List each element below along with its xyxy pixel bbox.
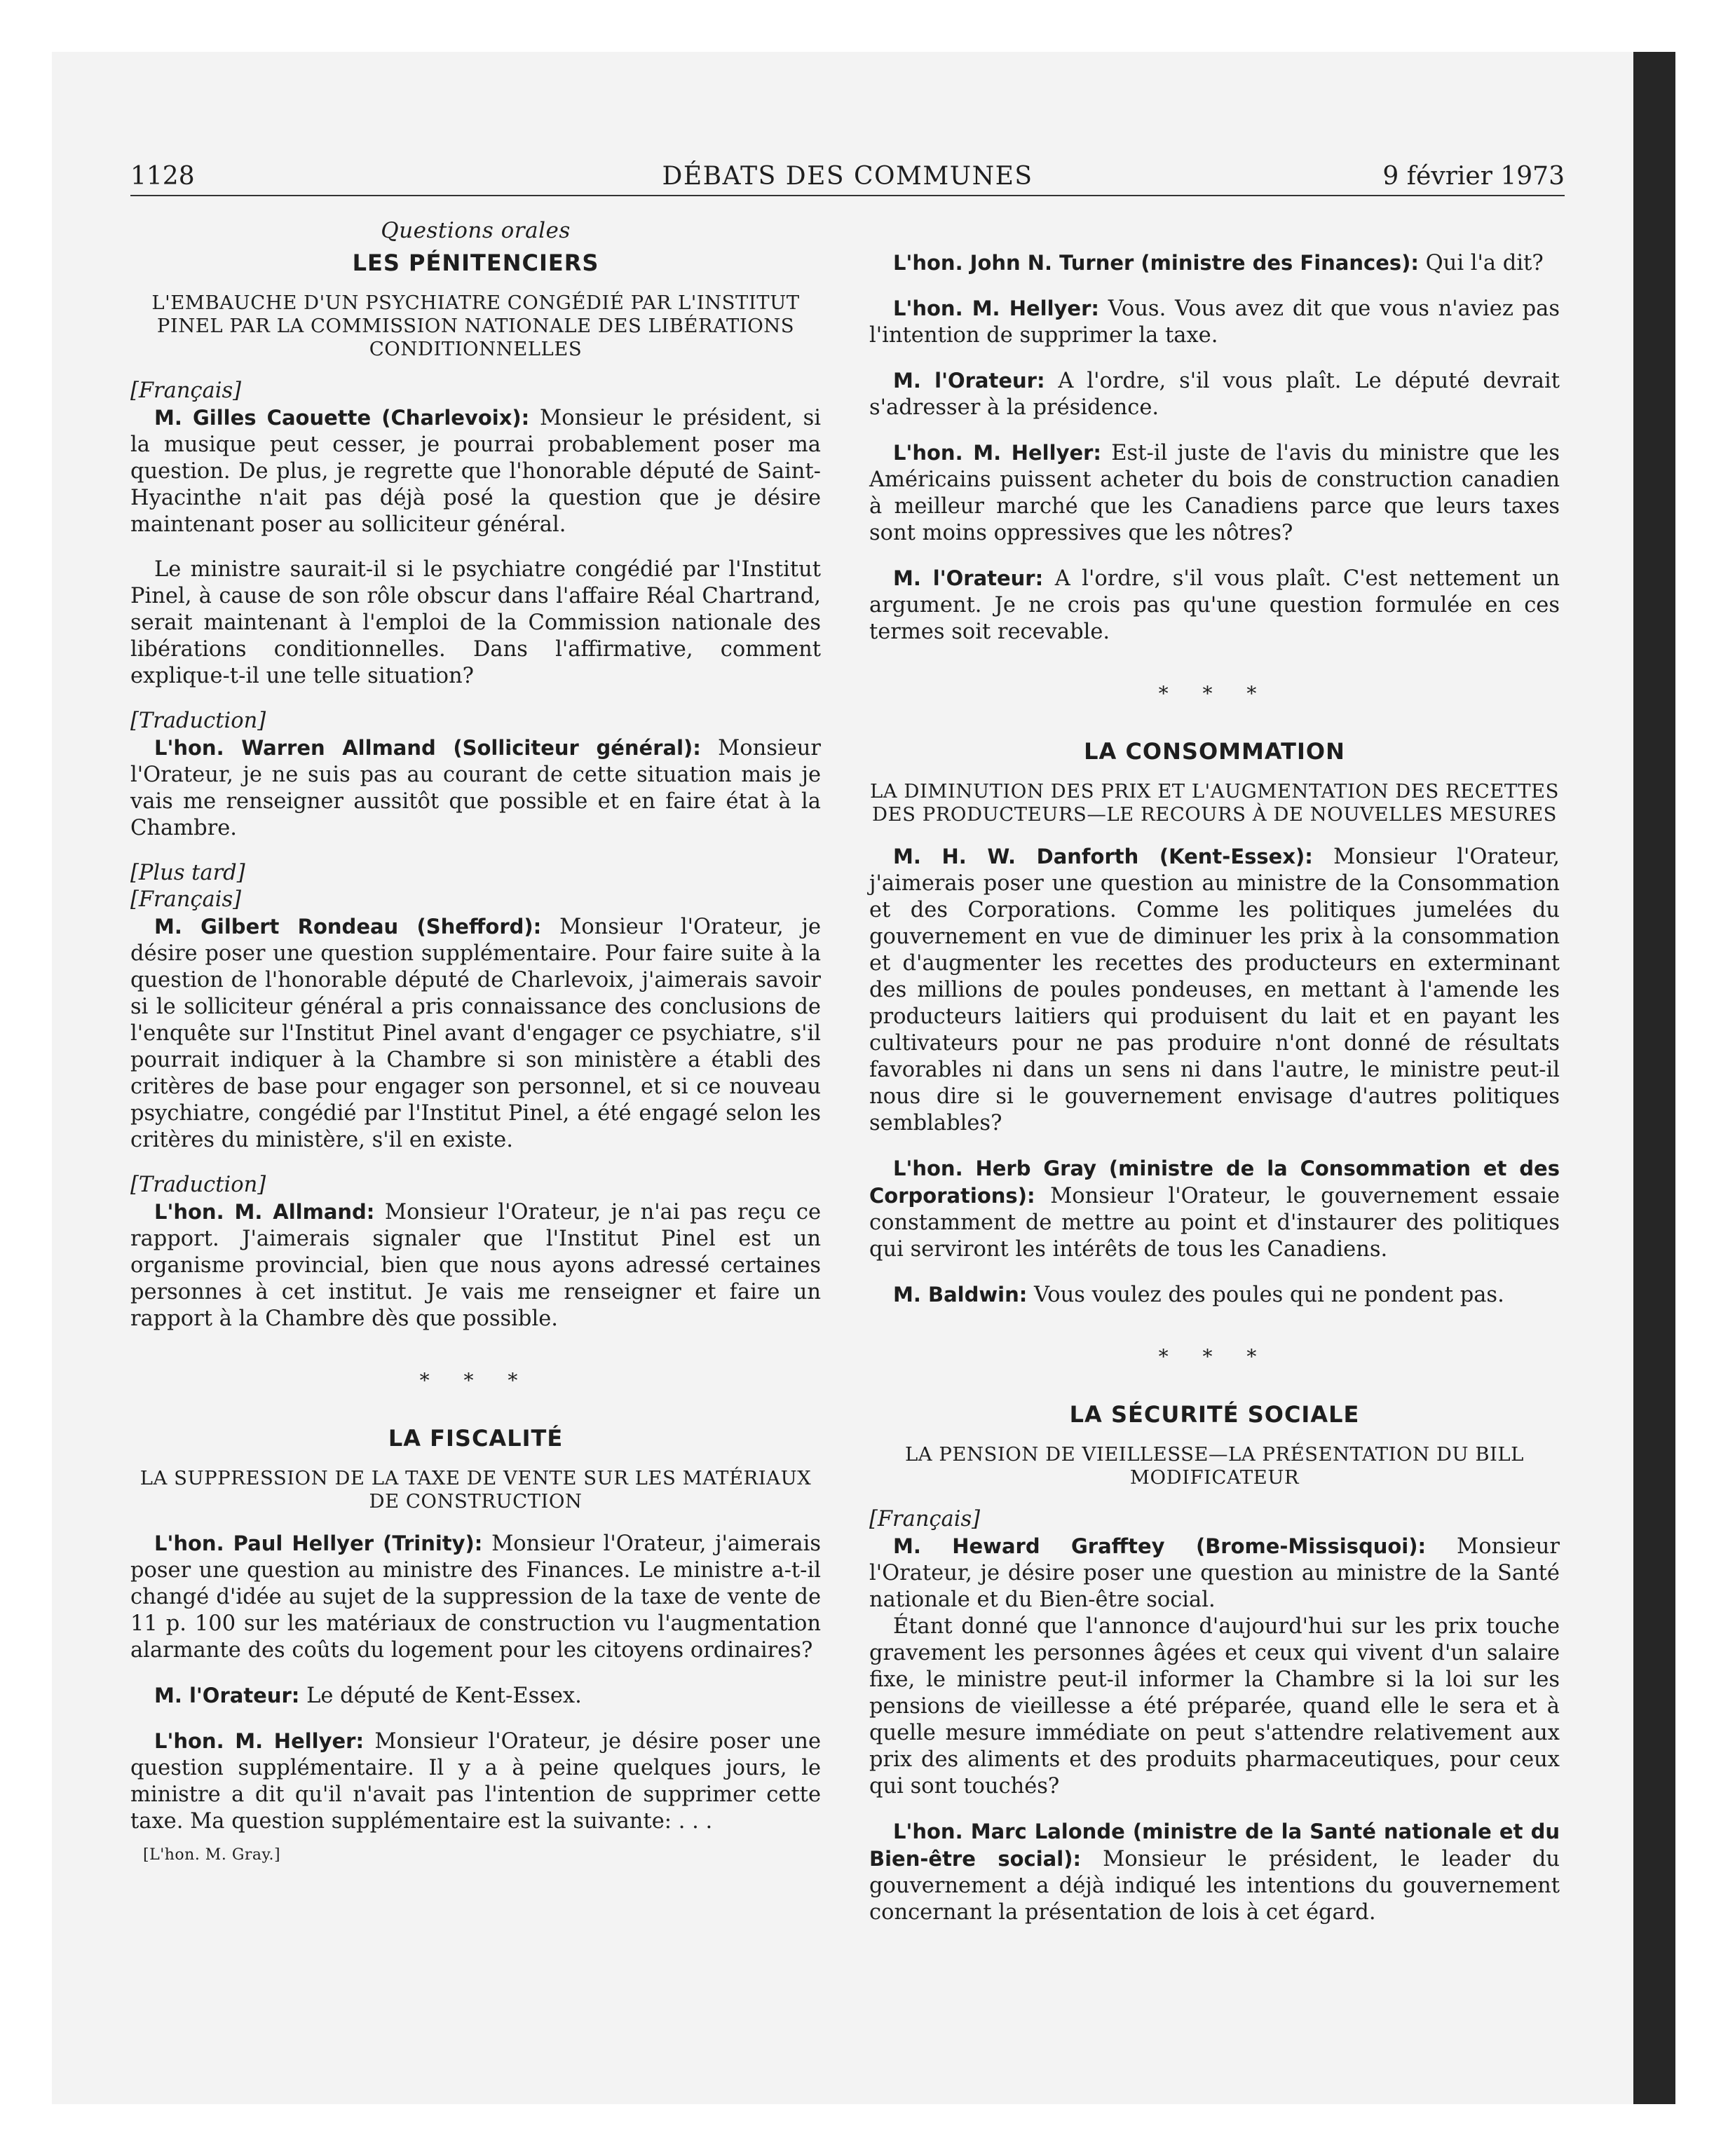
speaker-name: L'hon. M. Hellyer: <box>893 441 1102 465</box>
speech-gray <box>869 1155 1560 1263</box>
speech-text: Monsieur l'Orateur, je n'ai pas reçu ce rapport. J'aimerais signaler que l'Institut Pinel est un organisme provincial, bien que nous ayons adressé certaines personnes à cet institut. Je vais me renseigner et faire un rapport à la Chambre dès que possible. <box>130 1200 821 1331</box>
right-column <box>869 250 1560 1944</box>
speech-text: Monsieur le président, si la musique peut cesser, je pourrai probablement poser ma question. De plus, je regrette que l'honorable député de Saint-Hyacinthe n'ait pas déjà posé la question que je désire maintenant poser au solliciteur général. <box>130 406 822 537</box>
speech-orateur <box>130 1682 821 1710</box>
speaker-name: L'hon. John N. Turner (ministre des Finances): <box>893 251 1419 275</box>
section-title-securite-sociale: LA SÉCURITÉ SOCIALE <box>1069 1401 1360 1428</box>
speech-text: Monsieur l'Orateur, je désire poser une question au ministre de la Santé nationale et du Bien-être social. <box>869 1534 1560 1612</box>
speaker-name: M. l'Orateur: <box>154 1684 300 1707</box>
speech-caouette-continued: Le ministre saurait-il si le psychiatre congédié par l'Institut Pinel, à cause de son rôle obscur dans l'affaire Réal Chartrand, serait maintenant à l'emploi de la Commission nationale des libérations conditionnelles. Dans l'affirmative, comment explique-t-il une telle situation? <box>130 557 821 688</box>
speaker-name: L'hon. Herb Gray (ministre de la Consommation et des Corporations): <box>869 1157 1560 1208</box>
language-tag: [Français] <box>869 1507 981 1531</box>
speaker-name: M. Gilles Caouette (Charlevoix): <box>154 406 530 430</box>
speaker-name: L'hon. M. Hellyer: <box>154 1729 365 1753</box>
speech-text: Monsieur l'Orateur, le gouvernement essaie constamment de mettre au point et d'instaurer des politiques qui serviront les intérêts de tous les Canadiens. <box>869 1184 1560 1262</box>
speech-caouette <box>130 404 821 538</box>
speaker-name: L'hon. Marc Lalonde (ministre de la Santé nationale et du Bien-être social): <box>869 1820 1560 1871</box>
speech-text: Qui l'a dit? <box>1418 251 1544 275</box>
speaker-name: M. Heward Grafftey (Brome-Missisquoi): <box>893 1534 1427 1558</box>
issue-date: 9 février 1973 <box>1382 162 1565 191</box>
speech-text: Vous. Vous avez dit que vous n'aviez pas l'intention de supprimer la taxe. <box>869 296 1560 348</box>
section-separator: * * * <box>1158 682 1271 705</box>
section-subtitle-pension: LA PENSION DE VIEILLESSE—LA PRÉSENTATION DU BILL MODIFICATEUR <box>905 1443 1524 1489</box>
section-title-consommation: LA CONSOMMATION <box>1084 738 1345 765</box>
speech-text: Monsieur l'Orateur, j'aimerais poser une question au ministre de la Consommation et des Corporations. Comme les politiques jumelées du gouvernement en vue de diminuer les prix à la consommation et d'augmenter les recettes des producteurs en exterminant des millions de poules pondeuses, en mettant à l'amende les producteurs laitiers qui produisent du lait et en payant les cultivateurs pour ne pas produire n'ont donné de résultats favorables ni dans un sens ni dans l'autre, le ministre peut-il nous dire si le gouvernement envisage d'autres politiques semblables? <box>869 845 1560 1135</box>
section-subtitle-embauche: L'EMBAUCHE D'UN PSYCHIATRE CONGÉDIÉ PAR L'INSTITUT PINEL PAR LA COMMISSION NATIONALE DES LIBÉRATIONS CONDITIONNELLES <box>151 292 800 360</box>
language-tag: [Français] <box>130 378 242 403</box>
journal-title: DÉBATS DES COMMUNES <box>662 162 1033 191</box>
section-separator: * * * <box>1158 1345 1271 1368</box>
speech-grafftey-continued: Étant donné que l'annonce d'aujourd'hui sur les prix touche gravement les personnes âgées et ceux qui vivent d'un salaire fixe, le ministre peut-il informer la Chambre si la loi sur les pensions de vieillesse a été préparée, quand elle le sera et à quelle mesure immédiate on peut s'attendre relativement aux prix des aliments et des produits pharmaceutiques, pour ceux qui sont touchés? <box>869 1614 1560 1799</box>
scan-edge-shadow <box>1633 52 1675 2104</box>
section-separator: * * * <box>419 1369 532 1392</box>
language-tag: [Français] <box>130 887 242 912</box>
speech-text: Monsieur l'Orateur, je ne suis pas au courant de cette situation mais je vais me renseigner aussitôt que possible et en faire état à la Chambre. <box>130 736 821 840</box>
speech-text: Le député de Kent-Essex. <box>299 1684 582 1708</box>
section-kicker: Questions orales <box>381 218 571 243</box>
speech-text: A l'ordre, s'il vous plaît. C'est nettement un argument. Je ne crois pas qu'une question formulée en ces termes soit recevable. <box>869 566 1560 644</box>
section-subtitle-prix: LA DIMINUTION DES PRIX ET L'AUGMENTATION DES RECETTES DES PRODUCTEURS—LE RECOURS À DE NOUVELLES MESURES <box>870 780 1559 826</box>
section-subtitle-taxe: LA SUPPRESSION DE LA TAXE DE VENTE SUR LES MATÉRIAUX DE CONSTRUCTION <box>140 1467 812 1513</box>
speech-text: Est-il juste de l'avis du ministre que les Américains puissent acheter du bois de construction canadien à meilleur marché que les Canadiens parce que leurs taxes sont moins oppressives que les nôtres? <box>869 441 1560 545</box>
speech-danforth <box>869 843 1560 1137</box>
section-title-fiscalite: LA FISCALITÉ <box>388 1425 564 1452</box>
speech-orateur-argument <box>869 565 1560 646</box>
speaker-name: L'hon. M. Hellyer: <box>893 296 1099 320</box>
speech-hellyer-bois <box>869 439 1560 547</box>
speech-turner <box>869 250 1560 277</box>
speaker-name: L'hon. Paul Hellyer (Trinity): <box>154 1531 483 1555</box>
language-tag: [Traduction] <box>130 709 266 733</box>
speech-text: Monsieur l'Orateur, j'aimerais poser une question au ministre des Finances. Le ministre a-t-il changé d'idée au sujet de la suppression de la taxe de vente de 11 p. 100 sur les matériaux de construction vu l'augmentation alarmante des coûts du logement pour les citoyens ordinaires? <box>130 1531 822 1663</box>
speaker-name: M. H. W. Danforth (Kent-Essex): <box>893 845 1313 868</box>
speech-lalonde <box>869 1818 1560 1926</box>
speech-text: Monsieur le président, le leader du gouvernement a déjà indiqué les intentions du gouvernement concernant la présentation de lois à cet égard. <box>869 1847 1560 1925</box>
page-number: 1128 <box>130 162 195 191</box>
speech-allmand <box>130 735 821 842</box>
language-tag: [Traduction] <box>130 1173 266 1197</box>
speech-text: Monsieur l'Orateur, je désire poser une question supplémentaire. Pour faire suite à la question de l'honorable député de Charlevoix, j'aimerais savoir si le solliciteur général a pris connaissance des conclusions de l'enquête sur l'Institut Pinel avant d'engager ce psychiatre, s'il pourrait indiquer à la Chambre si son ministère a établi des critères de base pour engager son personnel, et si ce nouveau psychiatre, congédié par l'Institut Pinel, a été engagé selon les critères du ministère, s'il en existe. <box>130 915 821 1152</box>
speech-text: Vous voulez des poules qui ne pondent pas. <box>1027 1283 1504 1307</box>
speaker-name: M. Baldwin: <box>893 1283 1028 1306</box>
speech-grafftey <box>869 1533 1560 1613</box>
speech-orateur-ordre <box>869 367 1560 421</box>
speech-hellyer <box>130 1530 821 1664</box>
running-header <box>130 158 1565 196</box>
speech-allmand-reply <box>130 1199 821 1332</box>
continuation-note: [L'hon. M. Gray.] <box>143 1846 281 1864</box>
left-column <box>130 217 821 1869</box>
speech-rondeau <box>130 913 821 1154</box>
time-tag: [Plus tard] <box>130 861 245 885</box>
speaker-name: M. l'Orateur: <box>893 566 1044 590</box>
speaker-name: M. l'Orateur: <box>893 369 1045 393</box>
speaker-name: L'hon. M. Allmand: <box>154 1200 375 1224</box>
speech-hellyer-supplementary <box>130 1728 821 1835</box>
section-title-penitenciers: LES PÉNITENCIERS <box>352 250 599 276</box>
speech-hellyer-vous <box>869 295 1560 349</box>
speech-text: Monsieur l'Orateur, je désire poser une question supplémentaire. Il y a à peine quelques jours, le ministre a dit qu'il n'avait pas l'intention de supprimer cette taxe. Ma question supplémentaire est la suivante: . . . <box>130 1729 821 1834</box>
speaker-name: M. Gilbert Rondeau (Shefford): <box>154 915 542 939</box>
speaker-name: L'hon. Warren Allmand (Solliciteur général): <box>154 736 701 760</box>
speech-baldwin <box>869 1281 1560 1309</box>
speech-text: A l'ordre, s'il vous plaît. Le député devrait s'adresser à la présidence. <box>869 369 1560 420</box>
